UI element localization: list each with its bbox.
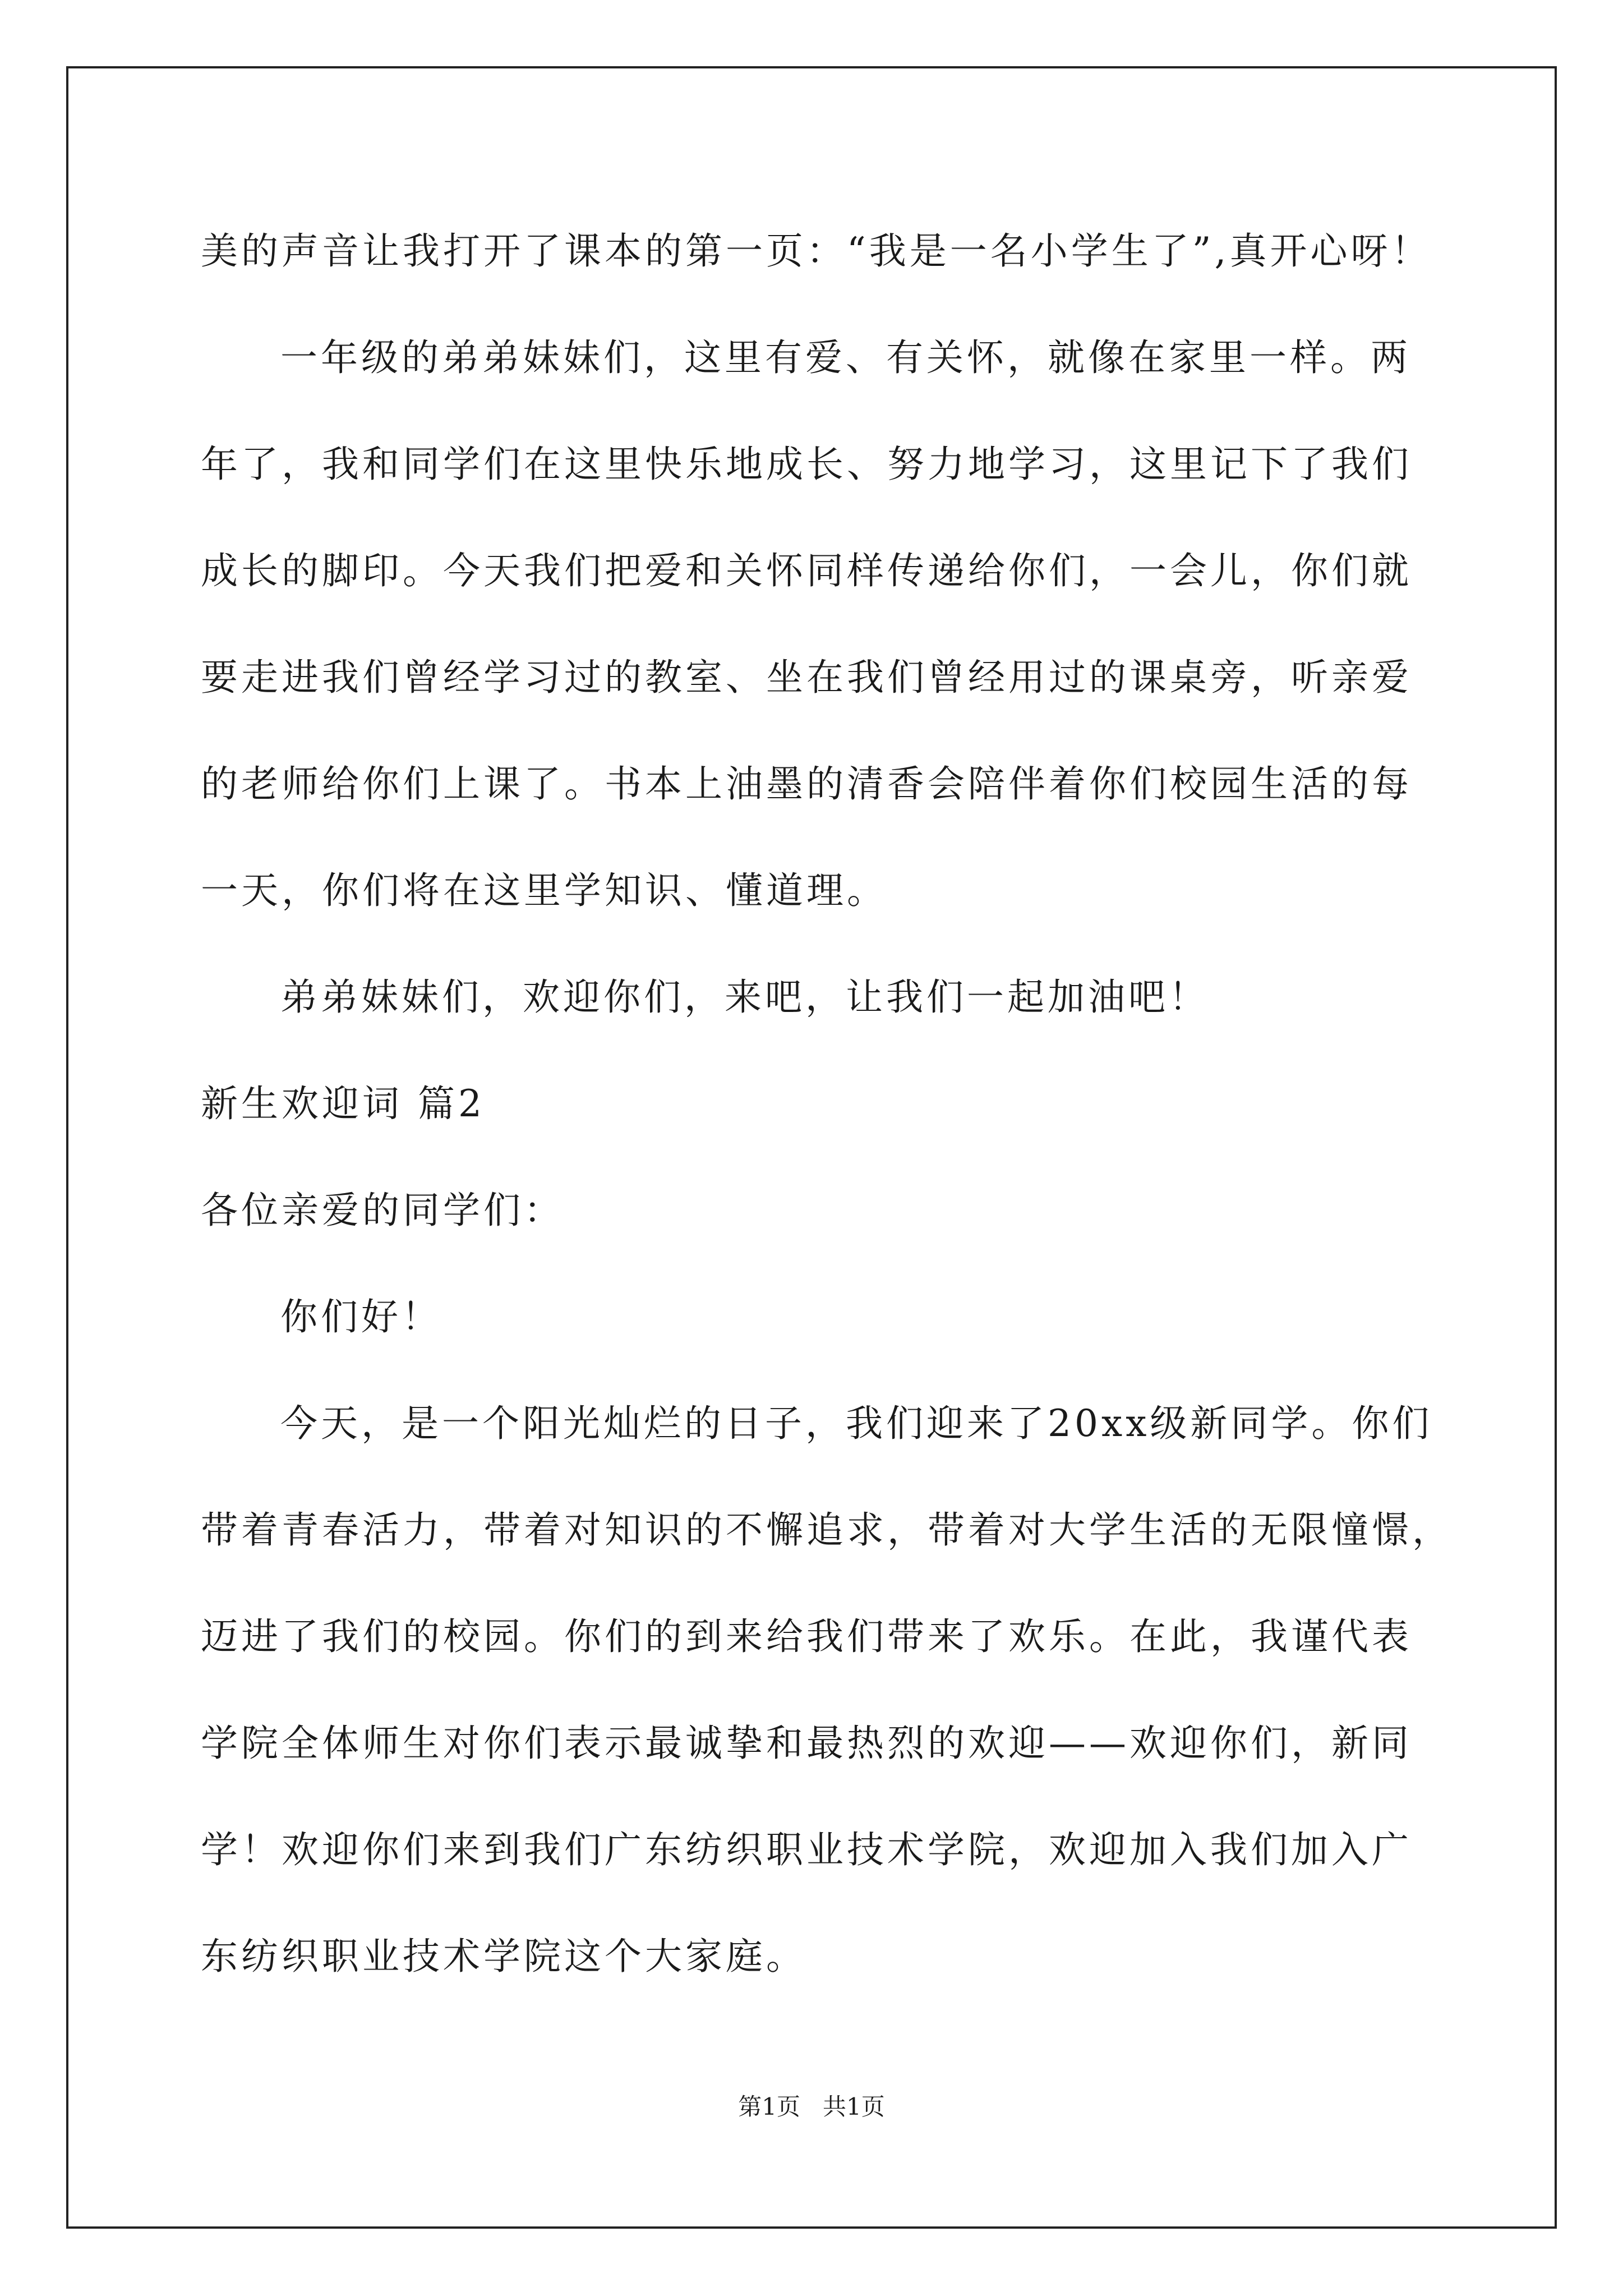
text-line: 学！欢迎你们来到我们广东纺织职业技术学院，欢迎加入我们加入广	[201, 1828, 1412, 1871]
text-line: 美的声音让我打开了课本的第一页：“我是一名小学生了”,真开心呀！	[201, 229, 1432, 273]
text-line: 的老师给你们上课了。书本上油墨的清香会陪伴着你们校园生活的每	[201, 762, 1412, 806]
greeting: 你们好！	[280, 1295, 442, 1338]
section-heading: 新生欢迎词 篇2	[201, 1082, 485, 1125]
text-line: 带着青春活力，带着对知识的不懈追求，带着对大学生活的无限憧憬，	[201, 1508, 1453, 1552]
text-line: 迈进了我们的校园。你们的到来给我们带来了欢乐。在此，我谨代表	[201, 1615, 1412, 1658]
page-border	[66, 66, 1557, 2229]
text-line: 东纺织职业技术学院这个大家庭。	[201, 1935, 806, 1978]
text-line: 学院全体师生对你们表示最诚挚和最热烈的欢迎——欢迎你们，新同	[201, 1722, 1412, 1765]
paragraph-line: 弟弟妹妹们，欢迎你们，来吧，让我们一起加油吧！	[280, 976, 1209, 1019]
paragraph-line: 一年级的弟弟妹妹们，这里有爱、有关怀，就像在家里一样。两	[280, 336, 1411, 379]
salutation: 各位亲爱的同学们：	[201, 1189, 564, 1232]
text-line: 一天，你们将在这里学知识、懂道理。	[201, 869, 887, 912]
text-line: 要走进我们曾经学习过的教室、坐在我们曾经用过的课桌旁，听亲爱	[201, 656, 1412, 699]
text-line: 成长的脚印。今天我们把爱和关怀同样传递给你们，一会儿，你们就	[201, 549, 1412, 592]
paragraph-line: 今天，是一个阳光灿烂的日子，我们迎来了20xx级新同学。你们	[280, 1402, 1433, 1445]
page-footer: 第1页 共1页	[738, 2093, 885, 2120]
text-line: 年了，我和同学们在这里快乐地成长、努力地学习，这里记下了我们	[201, 443, 1412, 486]
